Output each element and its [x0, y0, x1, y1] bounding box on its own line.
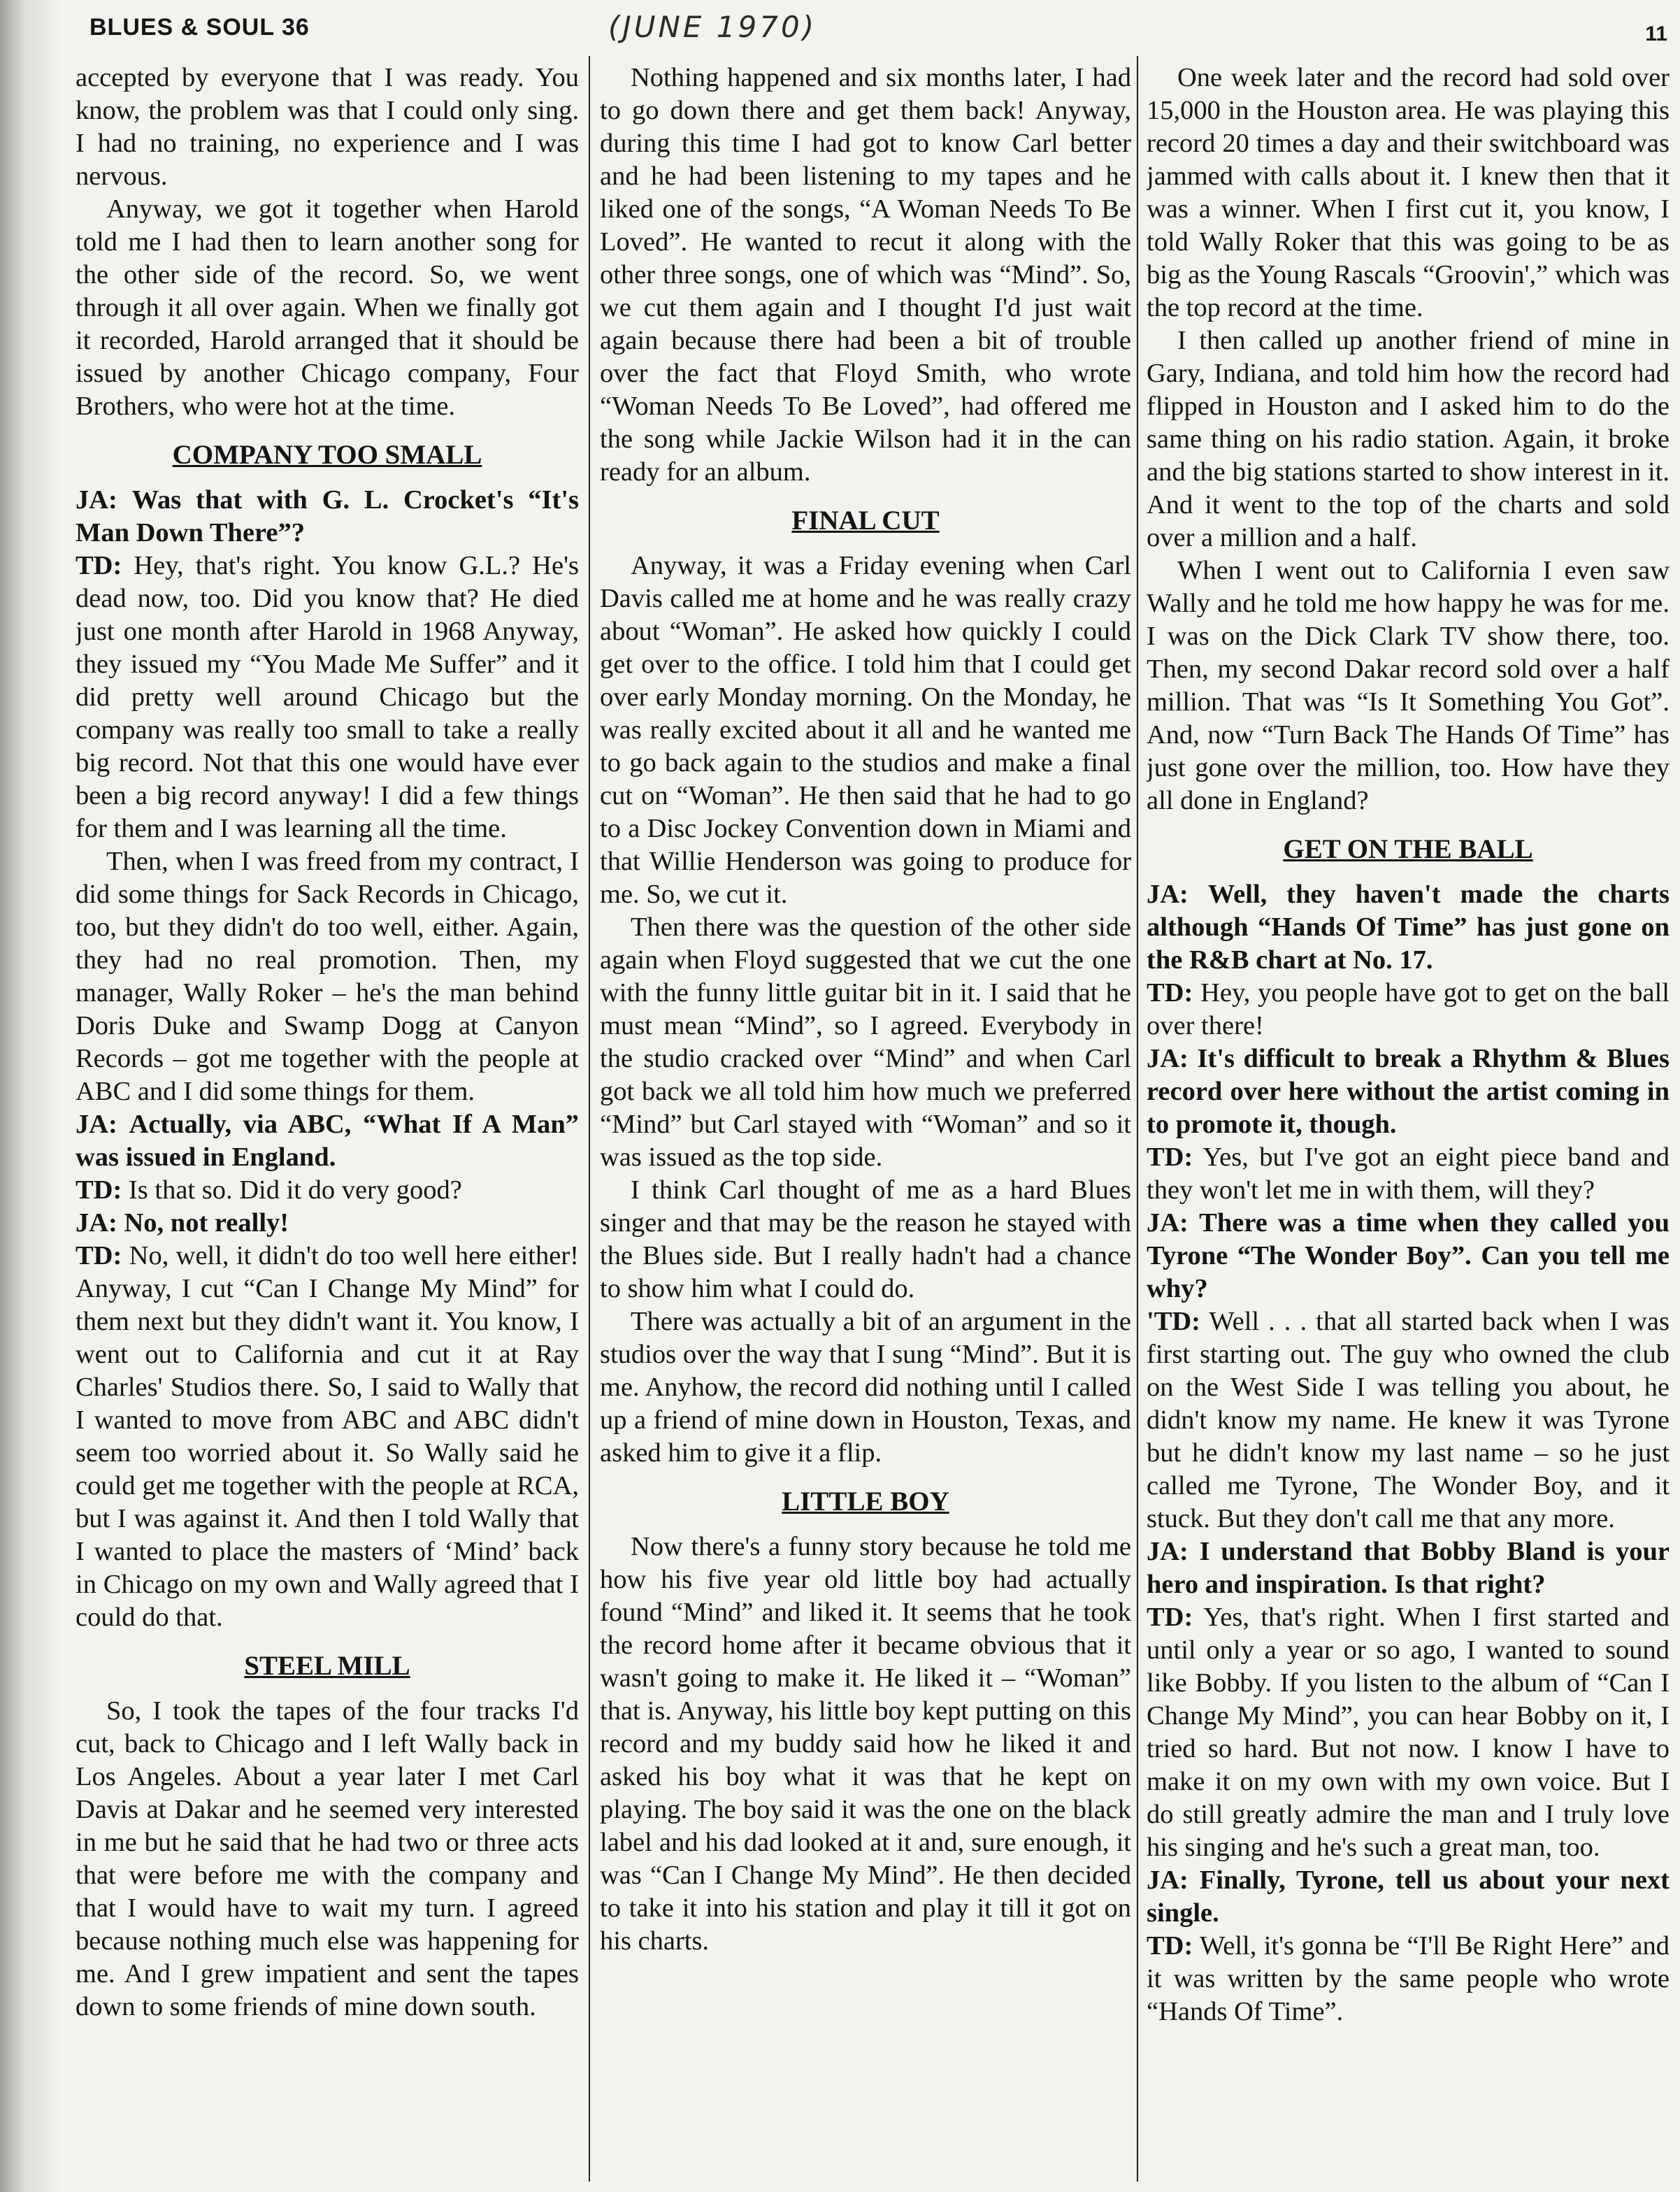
interviewee-answer — [1147, 1305, 1670, 1535]
interviewer-question — [1147, 1535, 1670, 1601]
dialogue-text: Hey, that's right. You know G.L.? He's dead now, too. Did you know that? He died just one month after Harold in 1968 Anyway, they issued my “You Made Me Suffer” and it did pretty well around Chicago but the company was really too small to take a really big record. Not that this one would have ever been a big record anyway! I did a few things for them and I was learning all the time. — [76, 551, 579, 843]
speaker-label: TD: — [1147, 1931, 1193, 1961]
dialogue-text: Well, it's gonna be “I'll Be Right Here” and it was written by the same people who wrote “Hands Of Time”. — [1147, 1931, 1670, 2026]
speaker-label: TD: — [1147, 1142, 1193, 1172]
column-divider — [1137, 56, 1138, 2182]
article-column-1 — [76, 62, 579, 2187]
interviewee-answer — [1147, 1930, 1670, 2028]
interviewee-answer — [76, 550, 579, 845]
interviewee-answer — [76, 1174, 579, 1207]
interviewer-question — [1147, 1864, 1670, 1930]
interviewer-question — [1147, 1043, 1670, 1141]
section-heading: FINAL CUT — [791, 506, 940, 536]
dialogue-text: Yes, that's right. When I first started and until only a year or so ago, I wanted to sound like Bobby. If you listen to the album of “Can I Change My Mind”, you can hear Bobby on it, I tried so hard. But not now. I know I have to make it on my own with my own voice. But I do still greatly admire the man and I truly love his singing and he's such a great man, too. — [1147, 1603, 1670, 1862]
speaker-label: TD: — [1147, 978, 1193, 1008]
interviewer-question — [76, 484, 579, 550]
body-paragraph: Then, when I was freed from my contract, I did some things for Sack Records in Chicago, too, but they didn't do too well, either. Again, they had no real promotion. Then, my manager, Wally Roker – he's the man behind Doris Duke and Swamp Dogg at Canyon Records – got me together with the people at ABC and I did some things for them. — [76, 847, 579, 1106]
interviewer-question — [76, 1207, 579, 1240]
speaker-label: JA: — [1147, 1537, 1189, 1566]
page-header — [0, 10, 1680, 52]
dialogue-text: No, not really! — [124, 1208, 289, 1238]
dialogue-text: Yes, but I've got an eight piece band and they won't let me in with them, will they? — [1147, 1142, 1670, 1205]
interviewer-question — [1147, 878, 1670, 977]
body-paragraph: One week later and the record had sold over 15,000 in the Houston area. He was playing this record 20 times a day and their switchboard was jammed with calls about it. I knew then that it was a winner. When I first cut it, you know, I told Wally Roker that this was going to be as big as the Young Rascals “Groovin',” which was the top record at the time. — [1147, 63, 1670, 322]
speaker-label: JA: — [76, 1208, 117, 1238]
body-paragraph: I think Carl thought of me as a hard Blues singer and that may be the reason he stayed with the Blues side. But I really hadn't had a chance to show him what I could do. — [600, 1175, 1131, 1303]
magazine-title: BLUES & SOUL 36 — [89, 14, 310, 41]
section-heading: LITTLE BOY — [782, 1487, 949, 1517]
dialogue-text: Well . . . that all started back when I was first starting out. The guy who owned the club on the West Side I was telling you about, he didn't know my name. He knew it was Tyrone but he didn't know my last name – so he just called me Tyrone, The Wonder Boy, and it stuck. But they don't call me that any more. — [1147, 1307, 1670, 1533]
section-heading: COMPANY TOO SMALL — [172, 440, 482, 470]
dialogue-text: It's difficult to break a Rhythm & Blues record over here without the artist coming in to promote it, though. — [1147, 1044, 1670, 1139]
speaker-label: JA: — [1147, 1208, 1189, 1238]
dialogue-text: Was that with G. L. Crocket's “It's Man Down There”? — [76, 485, 579, 547]
interviewer-question — [76, 1108, 579, 1174]
article-column-3 — [1147, 62, 1670, 2187]
dialogue-text: There was a time when they called you Tyrone “The Wonder Boy”. Can you tell me why? — [1147, 1208, 1670, 1303]
speaker-label: TD: — [1147, 1603, 1193, 1632]
body-paragraph: Anyway, we got it together when Harold told me I had then to learn another song for the other side of the record. So, we went through it all over again. When we finally got it recorded, Harold arranged that it should be issued by another Chicago company, Four Brothers, who were hot at the time. — [76, 194, 579, 421]
speaker-label: TD: — [76, 1241, 122, 1270]
column-divider — [589, 56, 590, 2182]
speaker-label: JA: — [76, 485, 117, 515]
dialogue-text: Finally, Tyrone, tell us about your next single. — [1147, 1865, 1670, 1928]
body-paragraph: Nothing happened and six months later, I had to go down there and get them back! Anyway, during this time I had got to know Carl better and he had been listening to my tapes and he liked one of the songs, “A Woman Needs To Be Loved”. He wanted to recut it along with the other three songs, one of which was “Mind”. So, we cut them again and I thought I'd just wait again because there had been a bit of trouble over the fact that Floyd Smith, who wrote “Woman Needs To Be Loved”, had offered me the song while Jackie Wilson had it in the can ready for an album. — [600, 63, 1131, 487]
article-column-2 — [600, 62, 1131, 2187]
dialogue-text: Actually, via ABC, “What If A Man” was issued in England. — [76, 1110, 579, 1172]
interviewee-answer — [1147, 1601, 1670, 1864]
speaker-label: TD: — [76, 1175, 122, 1205]
scan-shadow — [0, 0, 63, 2192]
body-paragraph: I then called up another friend of mine in Gary, Indiana, and told him how the record had flipped in Houston and I asked him to do the same thing on his radio station. Again, it broke and the big stations started to show interest in it. And it went to the top of the charts and sold over a million and a half. — [1147, 326, 1670, 552]
body-paragraph: Anyway, it was a Friday evening when Carl Davis called me at home and he was really crazy about “Woman”. He asked how quickly I could get over to the office. I told him that I could get over early Monday morning. On the Monday, he was really excited about it all and he wanted me to go back again to the studios and make a final cut on “Woman”. He then said that he had to go to a Disc Jockey Convention down in Miami and that Willie Henderson was going to produce for me. So, we cut it. — [600, 551, 1131, 909]
body-paragraph: When I went out to California I even saw Wally and he told me how happy he was for me. I was on the Dick Clark TV show there, too. Then, my second Dakar record sold over a half million. That was “Is It Something You Got”. And, now “Turn Back The Hands Of Time” has just gone over the million, too. How have they all done in England? — [1147, 556, 1670, 815]
dialogue-text: Hey, you people have got to get on the ball over there! — [1147, 978, 1670, 1040]
dialogue-text: No, well, it didn't do too well here either! Anyway, I cut “Can I Change My Mind” for them next but they didn't want it. You know, I went out to California and cut it at Ray Charles' Studios there. So, I said to Wally that I wanted to move from ABC and ABC didn't seem too worried about it. So Wally said he could get me together with the people at RCA, but I was against it. And then I told Wally that I wanted to place the masters of ‘Mind’ back in Chicago on my own and Wally agreed that I could do that. — [76, 1241, 579, 1632]
section-heading: GET ON THE BALL — [1283, 834, 1533, 864]
interviewee-answer — [1147, 977, 1670, 1043]
speaker-label: TD: — [76, 551, 122, 580]
handwritten-date-note: (JUNE 1970) — [608, 10, 817, 44]
dialogue-text: Well, they haven't made the charts although “Hands Of Time” has just gone on the R&B chart at No. 17. — [1147, 880, 1670, 975]
body-paragraph: Now there's a funny story because he told me how his five year old little boy had actually found “Mind” and liked it. It seems that he took the record home after it became obvious that it wasn't going to make it. He liked it – “Woman” that is. Anyway, his little boy kept putting on this record and my buddy said how he liked it and asked his boy what it was that he kept on playing. The boy said it was the one on the black label and his dad looked at it and, sure enough, it was “Can I Change My Mind”. He then decided to take it into his station and play it till it got on his charts. — [600, 1532, 1131, 1956]
interviewer-question — [1147, 1207, 1670, 1305]
page-number: 11 — [1645, 22, 1667, 45]
section-heading: STEEL MILL — [244, 1651, 410, 1681]
body-paragraph: There was actually a bit of an argument in the studios over the way that I sung “Mind”. But it is me. Anyhow, the record did nothing until I called up a friend of mine down in Houston, Texas, and asked him to give it a flip. — [600, 1307, 1131, 1468]
body-paragraph: Then there was the question of the other side again when Floyd suggested that we cut the one with the funny little guitar bit in it. I said that he must mean “Mind”, so I agreed. Everybody in the studio cracked over “Mind” and when Carl got back we all told him how much we preferred “Mind” but Carl stayed with “Woman” and so it was issued as the top side. — [600, 912, 1131, 1172]
interviewee-answer — [76, 1240, 579, 1634]
speaker-label: 'TD: — [1147, 1307, 1200, 1336]
dialogue-text: I understand that Bobby Bland is your hero and inspiration. Is that right? — [1147, 1537, 1670, 1599]
speaker-label: JA: — [1147, 880, 1189, 909]
body-paragraph: accepted by everyone that I was ready. You know, the problem was that I could only sing. I had no training, no experience and I was nervous. — [76, 63, 579, 191]
speaker-label: JA: — [1147, 1865, 1189, 1895]
interviewee-answer — [1147, 1141, 1670, 1207]
body-paragraph: So, I took the tapes of the four tracks I'd cut, back to Chicago and I left Wally back in Los Angeles. About a year later I met Carl Davis at Dakar and he seemed very interested in me but he said that he had two or three acts that were before me with the company and that I would have to wait my turn. I agreed because nothing much else was happening for me. And I grew impatient and sent the tapes down to some friends of mine down south. — [76, 1696, 579, 2021]
speaker-label: JA: — [76, 1110, 117, 1139]
speaker-label: JA: — [1147, 1044, 1189, 1073]
dialogue-text: Is that so. Did it do very good? — [128, 1175, 462, 1205]
